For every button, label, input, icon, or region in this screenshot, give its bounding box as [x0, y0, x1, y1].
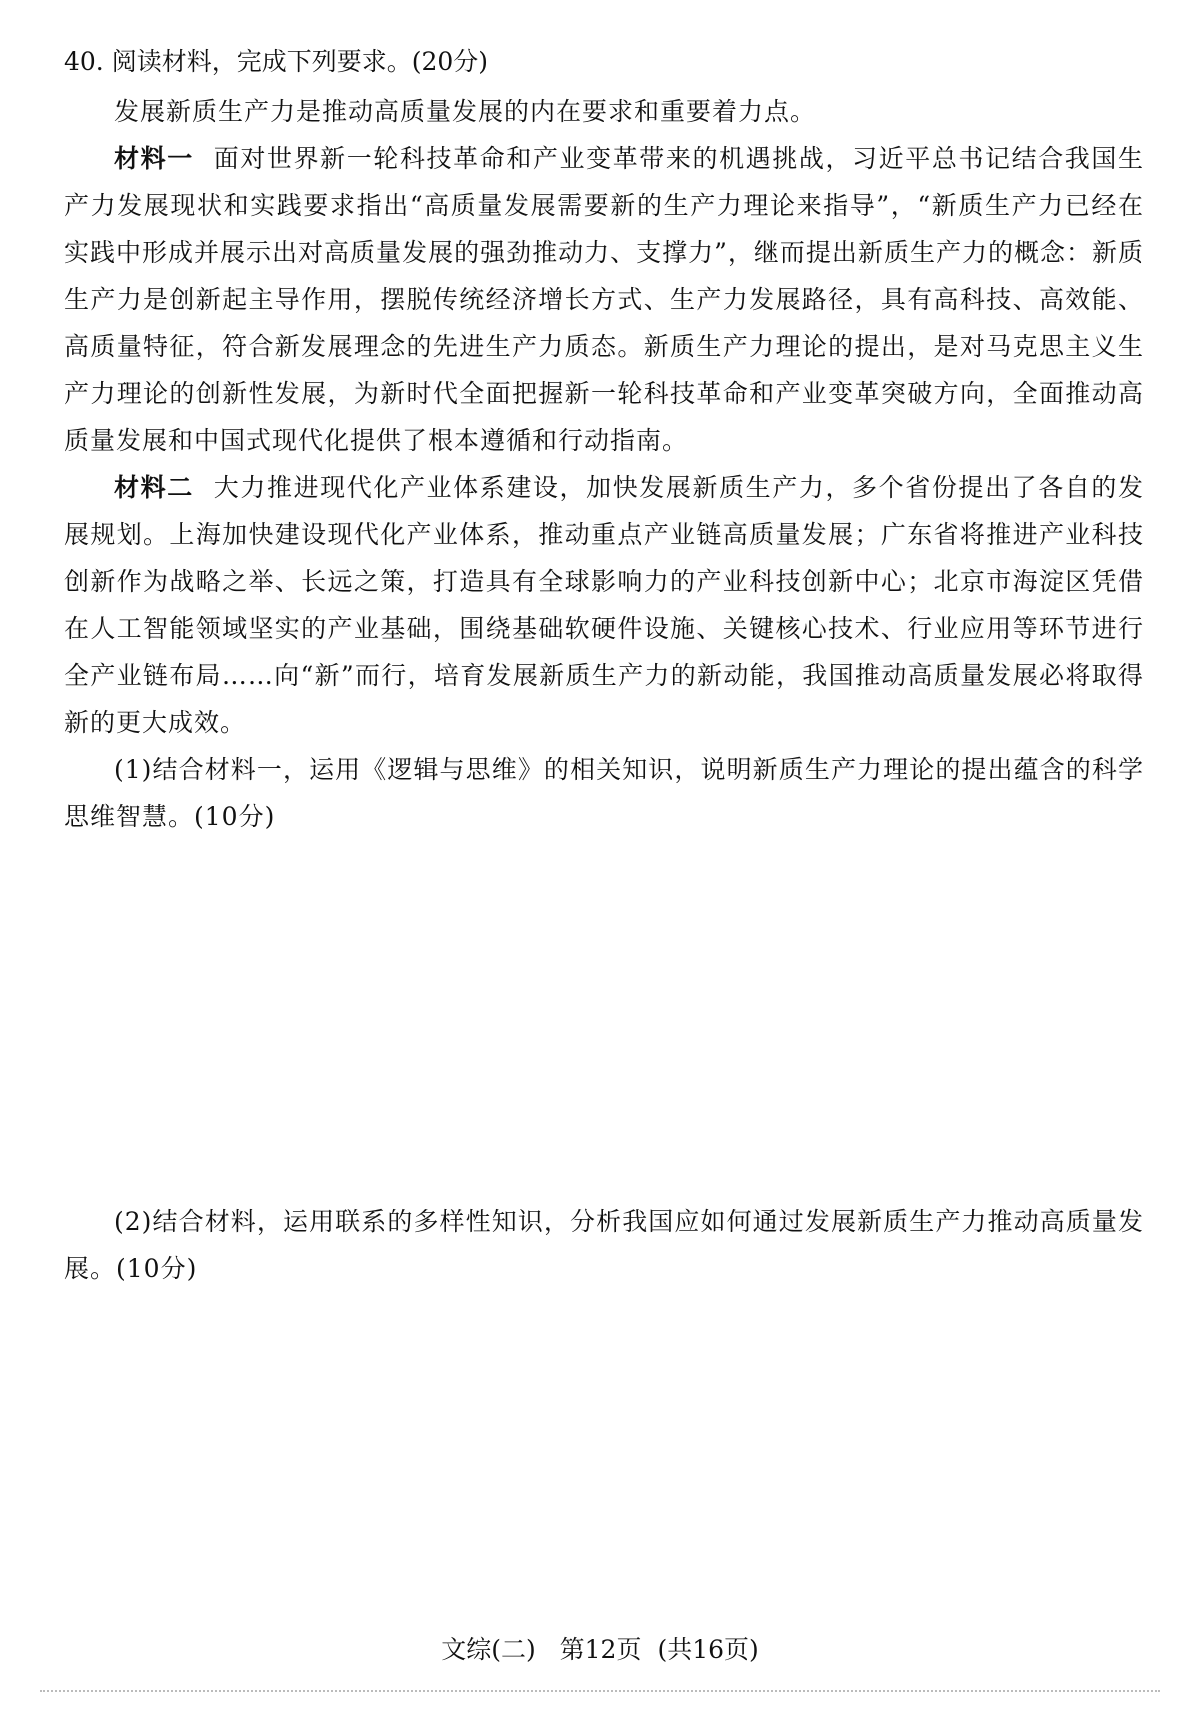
- material-one: [64, 135, 1144, 464]
- footer-page-total: (共16页): [657, 1635, 759, 1664]
- material-two: [64, 464, 1144, 746]
- material-two-label: 材料二: [114, 473, 194, 502]
- page-footer: [0, 1635, 1200, 1665]
- material-one-label: 材料一: [114, 144, 194, 173]
- sub-question-1: (1)结合材料一，运用《逻辑与思维》的相关知识，说明新质生产力理论的提出蕴含的科学思维智慧。(10分): [64, 755, 1144, 831]
- question-title: 40. 阅读材料，完成下列要求。(20分): [64, 47, 489, 76]
- perforation-line: [40, 1690, 1160, 1692]
- material-one-text: 面对世界新一轮科技革命和产业变革带来的机遇挑战，习近平总书记结合我国生产力发展现状和实践要求指出“高质量发展需要新的生产力理论来指导”，“新质生产力已经在实践中形成并展示出对高质量发展的强劲推动力、支撑力”，继而提出新质生产力的概念：新质生产力是创新起主导作用，摆脱传统经济增长方式、生产力发展路径，具有高科技、高效能、高质量特征，符合新发展理念的先进生产力质态。新质生产力理论的提出，是对马克思主义生产力理论的创新性发展，为新时代全面把握新一轮科技革命和产业变革突破方向，全面推动高质量发展和中国式现代化提供了根本遵循和行动指南。: [64, 144, 1144, 455]
- question-intro: 发展新质生产力是推动高质量发展的内在要求和重要着力点。: [114, 97, 817, 126]
- sub-question-2: (2)结合材料，运用联系的多样性知识，分析我国应如何通过发展新质生产力推动高质量发展。(10分): [64, 1207, 1144, 1283]
- footer-subject: 文综(二): [441, 1635, 536, 1664]
- answer-space-1[interactable]: [64, 840, 1144, 1198]
- exam-page: [64, 36, 1144, 1712]
- footer-page-number: 第12页: [559, 1635, 642, 1664]
- material-two-text: 大力推进现代化产业体系建设，加快发展新质生产力，多个省份提出了各自的发展规划。上海加快建设现代化产业体系，推动重点产业链高质量发展；广东省将推进产业科技创新作为战略之举、长远之策，打造具有全球影响力的产业科技创新中心；北京市海淀区凭借在人工智能领域坚实的产业基础，围绕基础软硬件设施、关键核心技术、行业应用等环节进行全产业链布局……向“新”而行，培育发展新质生产力的新动能，我国推动高质量发展必将取得新的更大成效。: [64, 473, 1144, 737]
